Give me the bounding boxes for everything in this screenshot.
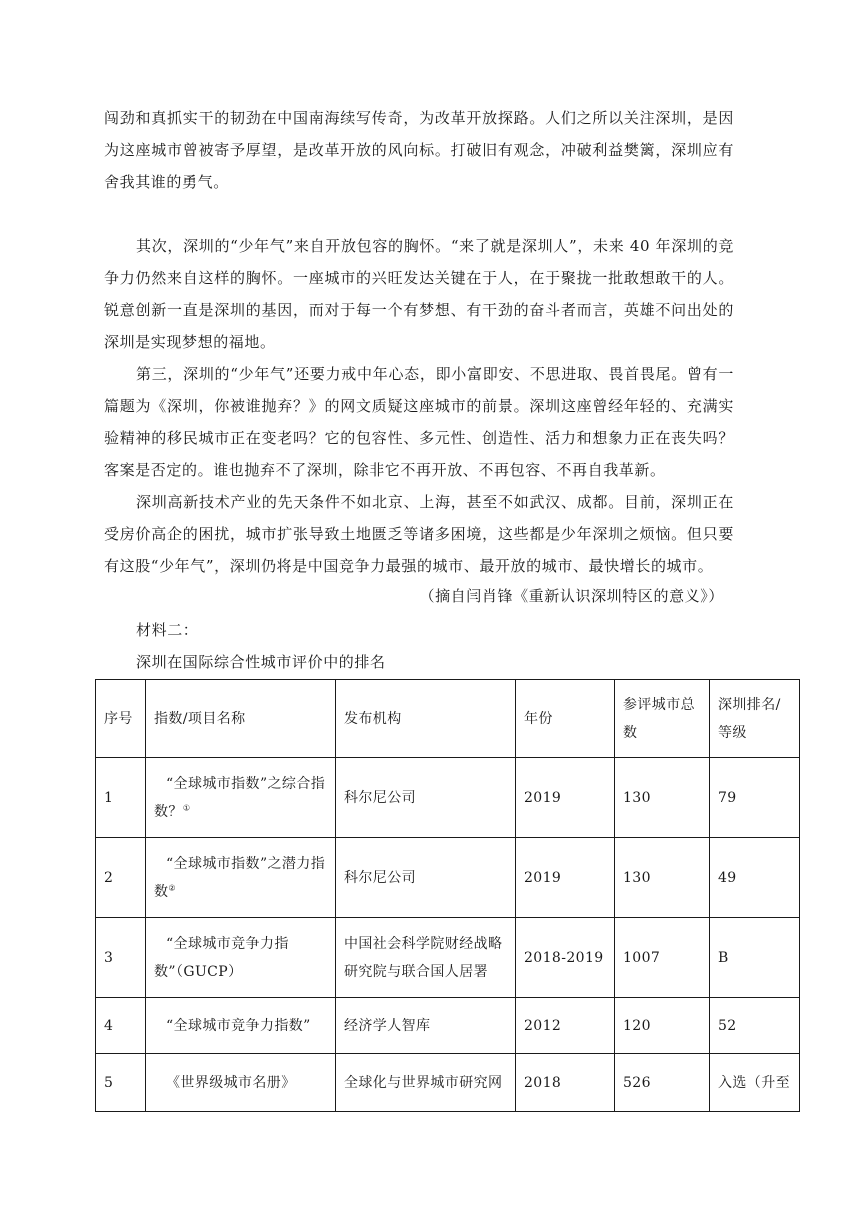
cell-no: 4 xyxy=(96,998,146,1054)
cell-rank: 49 xyxy=(710,838,800,918)
cell-year: 2019 xyxy=(516,758,615,838)
header-rank: 深圳排名/等级 xyxy=(710,680,800,758)
table-row xyxy=(96,918,800,998)
ranking-table xyxy=(95,679,800,1112)
cell-no: 1 xyxy=(96,758,146,838)
cell-rank: 79 xyxy=(710,758,800,838)
cell-name-text: “全球城市指数”之综合指数？ xyxy=(154,775,326,820)
table-row xyxy=(96,758,800,838)
paragraph-2: 其次，深圳的“少年气”来自开放包容的胸怀。“来了就是深圳人”，未来 40 年深圳的竞争力仍然来自这样的胸怀。一座城市的兴旺发达关键在于人，在于聚拢一批敢想敢干的人。锐意创新一直是深圳的基因，而对于每一个有梦想、有干劲的奋斗者而言，英雄不问出处的深圳是实现梦想的福地。 xyxy=(104,237,734,351)
header-name: 指数/项目名称 xyxy=(146,680,336,758)
footnote-mark: ② xyxy=(168,882,176,892)
cell-total: 120 xyxy=(615,998,710,1054)
cell-name: “全球城市竞争力指数”（GUCP） xyxy=(146,918,336,998)
cell-org: 中国社会科学院财经战略研究院与联合国人居署 xyxy=(336,918,516,998)
header-no: 序号 xyxy=(96,680,146,758)
cell-rank: B xyxy=(710,918,800,998)
cell-name: “全球城市竞争力指数” xyxy=(146,998,336,1054)
cell-org: 经济学人智库 xyxy=(336,998,516,1054)
cell-year: 2018 xyxy=(516,1054,615,1112)
cell-total: 130 xyxy=(615,758,710,838)
cell-org: 全球化与世界城市研究网 xyxy=(336,1054,516,1112)
table-row xyxy=(96,998,800,1054)
table-row xyxy=(96,1054,800,1112)
cell-org: 科尔尼公司 xyxy=(336,758,516,838)
cell-no: 2 xyxy=(96,838,146,918)
cell-no: 5 xyxy=(96,1054,146,1112)
table-header-row xyxy=(96,680,800,758)
paragraph-1: 闯劲和真抓实干的韧劲在中国南海续写传奇，为改革开放探路。人们之所以关注深圳，是因为这座城市曾被寄予厚望，是改革开放的风向标。打破旧有观念，冲破利益樊篱，深圳应有舍我其谁的勇气。 xyxy=(104,109,734,191)
table-caption: 深圳在国际综合性城市评价中的排名 xyxy=(136,653,386,671)
cell-total: 1007 xyxy=(615,918,710,998)
table-row xyxy=(96,838,800,918)
cell-rank: 入选（升至 xyxy=(710,1054,800,1112)
cell-year: 2018-2019 xyxy=(516,918,615,998)
cell-name xyxy=(146,838,336,918)
footnote-mark: ① xyxy=(182,802,191,812)
cell-rank: 52 xyxy=(710,998,800,1054)
cell-name-text: “全球城市指数”之潜力指数 xyxy=(154,855,326,900)
cell-year: 2019 xyxy=(516,838,615,918)
cell-org: 科尔尼公司 xyxy=(336,838,516,918)
header-total: 参评城市总数 xyxy=(615,680,710,758)
header-year: 年份 xyxy=(516,680,615,758)
cell-total: 130 xyxy=(615,838,710,918)
material-label: 材料二： xyxy=(136,621,199,639)
cell-name xyxy=(146,758,336,838)
paragraph-3: 第三，深圳的“少年气”还要力戒中年心态，即小富即安、不思进取、畏首畏尾。曾有一篇题为《深圳，你被谁抛弃？》的网文质疑这座城市的前景。深圳这座曾经年轻的、充满实验精神的移民城市正在变老吗？它的包容性、多元性、创造性、活力和想象力正在丧失吗？客案是否定的。谁也抛弃不了深圳，除非它不再开放、不再包容、不再自我革新。 xyxy=(104,365,734,479)
paragraph-4: 深圳高新技术产业的先天条件不如北京、上海，甚至不如武汉、成都。目前，深圳正在受房价高企的困扰，城市扩张导致土地匮乏等诸多困境，这些都是少年深圳之烦恼。但只要有这股“少年气”，深圳仍将是中国竞争力最强的城市、最开放的城市、最快增长的城市。 xyxy=(104,493,734,575)
cell-no: 3 xyxy=(96,918,146,998)
cell-year: 2012 xyxy=(516,998,615,1054)
header-org: 发布机构 xyxy=(336,680,516,758)
cell-total: 526 xyxy=(615,1054,710,1112)
cell-name: 《世界级城市名册》 xyxy=(146,1054,336,1112)
source-citation: （摘自闫肖锋《重新认识深圳特区的意义》） xyxy=(419,587,724,605)
